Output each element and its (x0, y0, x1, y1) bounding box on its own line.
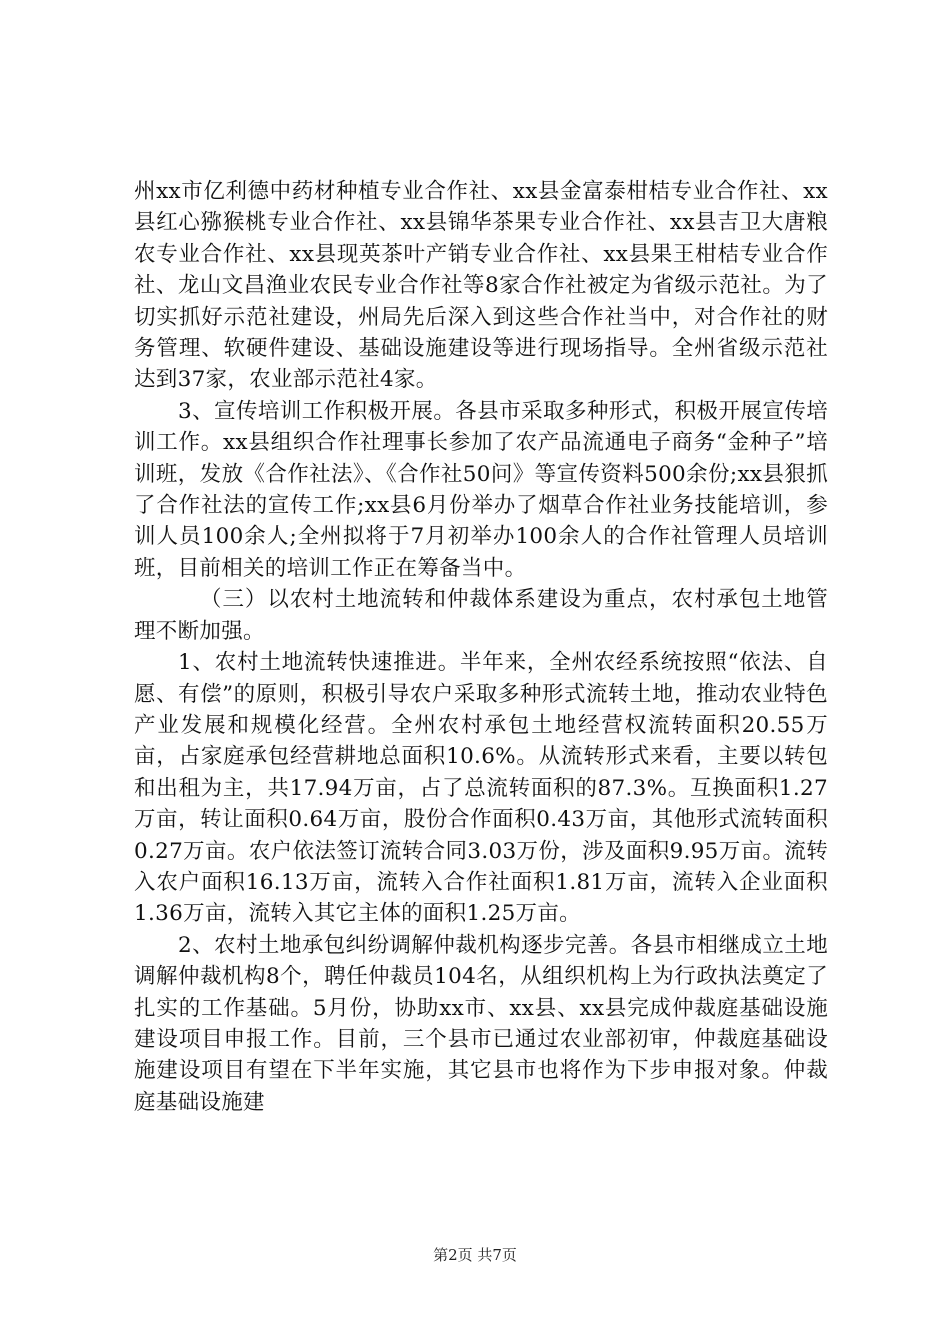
section-heading-land-management: （三）以农村土地流转和仲裁体系建设为重点，农村承包土地管理不断加强。 (134, 587, 828, 644)
paragraph-publicity-training: 3、宣传培训工作积极开展。各县市采取多种形式，积极开展宣传培训工作。xx县组织合作社理事长参加了农产品流通电子商务“金种子”培训班，发放《合作社法》、《合作社50问》等宣传资料500余份;xx县狠抓了合作社法的宣传工作;xx县6月份举办了烟草合作社业务技能培训，参训人员100余人;全州拟将于7月初举办100余人的合作社管理人员培训班，目前相关的培训工作正在筹备当中。 (134, 398, 828, 581)
page-number-footer: 第2页 共7页 (433, 1246, 517, 1264)
paragraph-arbitration-institutions: 2、农村土地承包纠纷调解仲裁机构逐步完善。各县市相继成立土地调解仲裁机构8个，聘任仲裁员104名，从组织机构上为行政执法奠定了扎实的工作基础。5月份，协助xx市、xx县、xx县完成仲裁庭基础设施建设项目申报工作。目前，三个县市已通过农业部初审，仲裁庭基础设施建设项目有望在下半年实施，其它县市也将作为下步申报对象。仲裁庭基础设施建 (134, 932, 828, 1115)
paragraph-demonstration-cooperatives: 州xx市亿利德中药材种植专业合作社、xx县金富泰柑桔专业合作社、xx县红心猕猴桃专业合作社、xx县锦华茶果专业合作社、xx县吉卫大唐粮农专业合作社、xx县现英茶叶产销专业合作社、xx县果王柑桔专业合作社、龙山文昌渔业农民专业合作社等8家合作社被定为省级示范社。为了切实抓好示范社建设，州局先后深入到这些合作社当中，对合作社的财务管理、软硬件建设、基础设施建设等进行现场指导。全州省级示范社达到37家，农业部示范社4家。 (134, 179, 828, 393)
document-body (134, 176, 828, 1118)
paragraph-land-transfer: 1、农村土地流转快速推进。半年来，全州农经系统按照“依法、自愿、有偿”的原则，积极引导农户采取多种形式流转土地，推动农业特色产业发展和规模化经营。全州农村承包土地经营权流转面积20.55万亩，占家庭承包经营耕地总面积10.6%。从流转形式来看，主要以转包和出租为主，共17.94万亩，占了总流转面积的87.3%。互换面积1.27万亩，转让面积0.64万亩，股份合作面积0.43万亩，其他形式流转面积0.27万亩。农户依法签订流转合同3.03万份，涉及面积9.95万亩。流转入农户面积16.13万亩，流转入合作社面积1.81万亩，流转入企业面积1.36万亩，流转入其它主体的面积1.25万亩。 (134, 650, 828, 927)
